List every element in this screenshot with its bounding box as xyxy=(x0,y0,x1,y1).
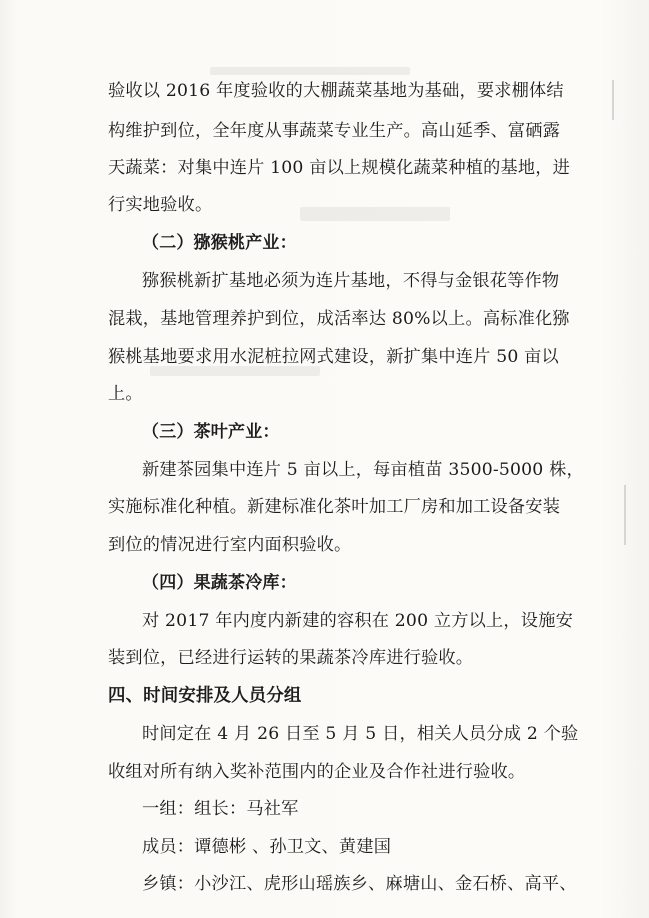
section-heading-cold-storage: （四）果蔬茶冷库： xyxy=(142,573,297,593)
body-line: 验收以 2016 年度验收的大棚蔬菜基地为基础，要求棚体结 xyxy=(108,81,564,101)
body-line: 行实地验收。 xyxy=(108,195,213,215)
bleed-through-mark xyxy=(300,207,450,221)
body-line: 猴桃基地要求用水泥桩拉网式建设，新扩集中连片 50 亩以 xyxy=(108,347,559,367)
body-line: 收组对所有纳入奖补范围内的企业及合作社进行验收。 xyxy=(108,762,526,782)
body-line: 新建茶园集中连片 5 亩以上，每亩植苗 3500-5000 株， xyxy=(142,460,584,480)
group-towns-line: 乡镇：小沙江、虎形山瑶族乡、麻塘山、金石桥、高平、 xyxy=(142,874,577,894)
body-line: 上。 xyxy=(108,384,143,404)
scan-edge-mark xyxy=(624,485,626,545)
body-line: 到位的情况进行室内面积验收。 xyxy=(108,535,352,555)
body-line: 实施标准化种植。新建标准化茶叶加工厂房和加工设备安装 xyxy=(108,497,561,517)
body-line: 装到位，已经进行运转的果蔬茶冷库进行验收。 xyxy=(108,648,474,668)
body-line: 构维护到位，全年度从事蔬菜专业生产。高山延季、富硒露 xyxy=(108,121,561,141)
section-heading-kiwi: （二）猕猴桃产业： xyxy=(142,233,297,253)
body-line: 天蔬菜：对集中连片 100 亩以上规模化蔬菜种植的基地，进 xyxy=(108,158,571,178)
body-line: 时间定在 4 月 26 日至 5 月 5 日，相关人员分成 2 个验 xyxy=(142,724,579,744)
bleed-through-mark xyxy=(210,67,410,75)
group-members-line: 成员：谭德彬 、孙卫文、黄建国 xyxy=(142,837,392,857)
part-heading-schedule: 四、时间安排及人员分组 xyxy=(108,686,302,706)
section-heading-tea: （三）茶叶产业： xyxy=(142,422,280,442)
scan-edge-mark xyxy=(612,80,614,120)
body-line: 对 2017 年内度内新建的容积在 200 立方以上，设施安 xyxy=(142,611,573,631)
body-line: 猕猴桃新扩基地必须为连片基地，不得与金银花等作物 xyxy=(142,271,560,291)
group-leader-line: 一组：组长：马社军 xyxy=(142,799,299,819)
body-line: 混栽，基地管理养护到位，成活率达 80%以上。高标准化猕 xyxy=(108,309,570,329)
